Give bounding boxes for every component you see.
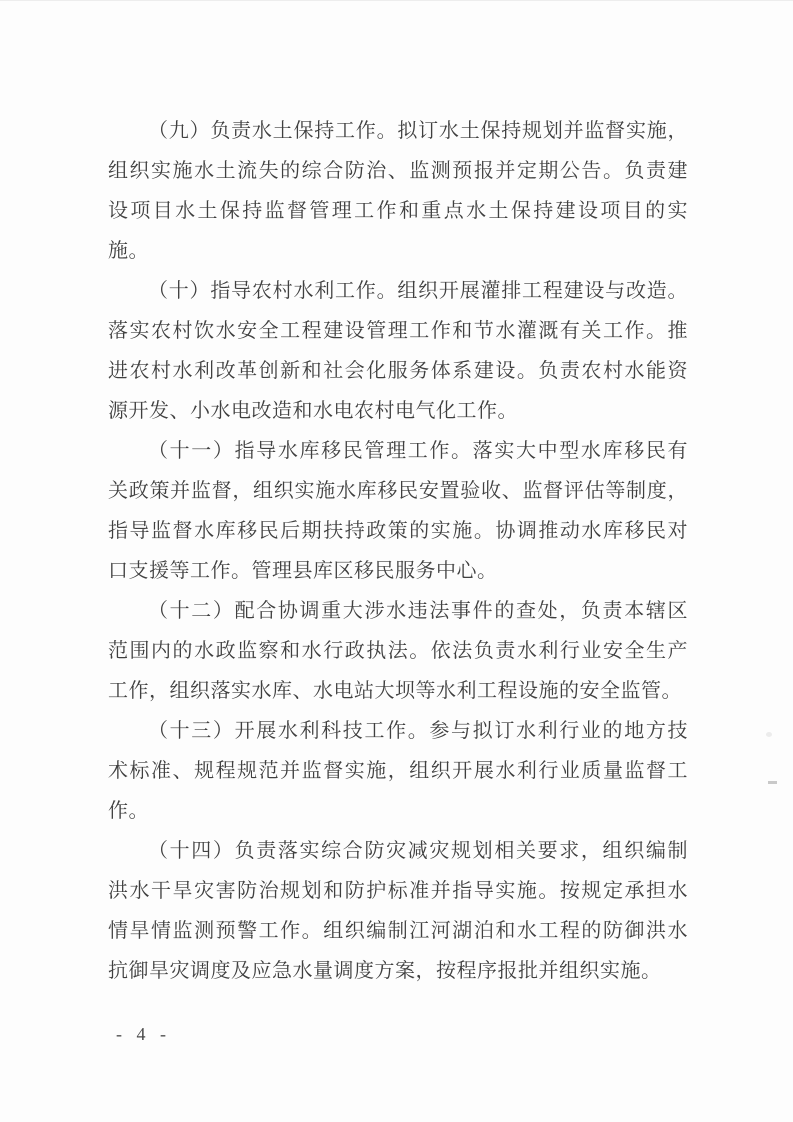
paragraph-item-10 — [108, 271, 688, 431]
text-line: 口支援等工作。管理县库区移民服务中心。 — [108, 560, 498, 582]
text-line: 工作，组织落实水库、水电站大坝等水利工程设施的安全监管。 — [108, 680, 682, 702]
paragraph-item-9 — [108, 111, 688, 271]
text-line: （十四）负责落实综合防灾减灾规划相关要求，组织编制 — [148, 840, 688, 862]
text-line: （十三）开展水利科技工作。参与拟订水利行业的地方技 — [148, 720, 688, 742]
text-line: （十）指导农村水利工作。组织开展灌排工程建设与改造。 — [148, 280, 688, 302]
text-line: 关政策并监督，组织实施水库移民安置验收、监督评估等制度， — [108, 480, 688, 502]
paragraph-item-11 — [108, 431, 688, 591]
page-number: - 4 - — [116, 1024, 171, 1044]
text-line: 情旱情监测预警工作。组织编制江河湖泊和水工程的防御洪水 — [108, 920, 688, 942]
paragraph-item-13 — [108, 711, 688, 831]
paragraph-item-12 — [108, 591, 688, 711]
text-line: 指导监督水库移民后期扶持政策的实施。协调推动水库移民对 — [108, 520, 688, 542]
scan-artifact — [768, 781, 777, 784]
text-line: 作。 — [108, 800, 149, 822]
scan-artifact — [766, 732, 772, 737]
text-line: （十二）配合协调重大涉水违法事件的查处，负责本辖区 — [148, 600, 688, 622]
text-line: 落实农村饮水安全工程建设管理工作和节水灌溉有关工作。推 — [108, 320, 688, 342]
text-line: （九）负责水土保持工作。拟订水土保持规划并监督实施， — [148, 120, 688, 142]
text-line: 术标准、规程规范并监督实施，组织开展水利行业质量监督工 — [108, 760, 688, 782]
document-body — [108, 111, 688, 991]
text-line: 组织实施水土流失的综合防治、监测预报并定期公告。负责建 — [108, 160, 688, 182]
text-line: 抗御旱灾调度及应急水量调度方案，按程序报批并组织实施。 — [108, 960, 662, 982]
text-line: 范围内的水政监察和水行政执法。依法负责水利行业安全生产 — [108, 640, 688, 662]
text-line: 源开发、小水电改造和水电农村电气化工作。 — [108, 400, 518, 422]
text-line: 进农村水利改革创新和社会化服务体系建设。负责农村水能资 — [108, 360, 688, 382]
text-line: 施。 — [108, 240, 149, 262]
text-line: 设项目水土保持监督管理工作和重点水土保持建设项目的实 — [108, 200, 688, 222]
paragraph-item-14 — [108, 831, 688, 991]
text-line: （十一）指导水库移民管理工作。落实大中型水库移民有 — [148, 440, 688, 462]
text-line: 洪水干旱灾害防治规划和防护标准并指导实施。按规定承担水 — [108, 880, 688, 902]
